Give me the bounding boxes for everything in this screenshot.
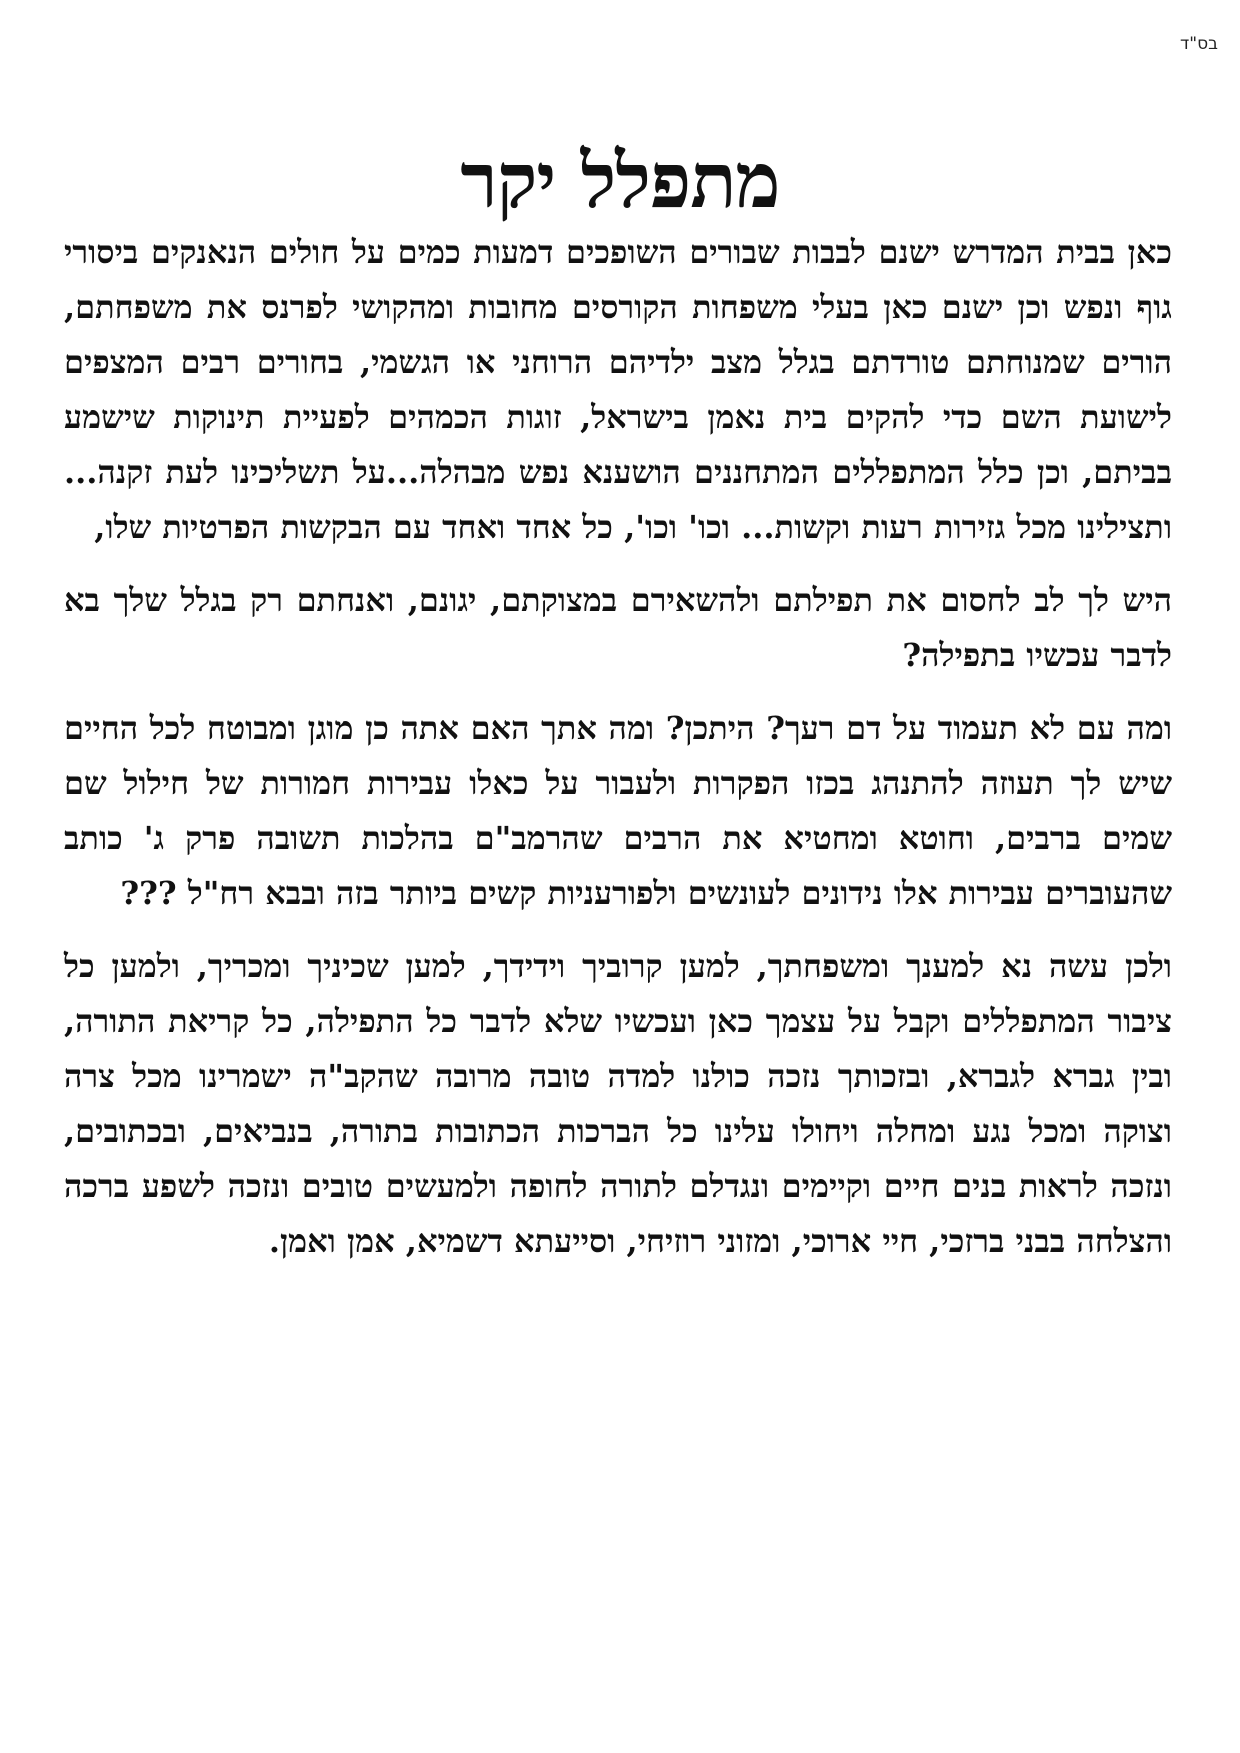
paragraph-1: כאן בבית המדרש ישנם לבבות שבורים השופכים דמעות כמים על חולים הנאנקים ביסורי גוף ונפש וכן ישנם כאן בעלי משפחות הקורסים מחובות ומהקושי לפרנס את משפחתם, הורים שמנוחתם טורדתם בגלל מצב ילדיהם הרוחני או הגשמי, בחורים רבים המצפים לישועת השם כדי להקים בית נאמן בישראל, זוגות הכמהים לפעיית תינוקות שישמע בביתם, וכן כלל המתפללים המתחננים הושענא נפש מבהלה...על תשליכינו לעת זקנה... ותצילינו מכל גזירות רעות וקשות... וכו' וכו', כל אחד ואחד עם הבקשות הפרטיות שלו, bbox=[64, 233, 1173, 546]
page-title: מתפלל יקר bbox=[460, 135, 780, 225]
corner-mark: בס"ד bbox=[1180, 34, 1218, 54]
paragraph-3: ומה עם לא תעמוד על דם רעך? היתכן? ומה אתך האם אתה כן מוגן ומבוטח לכל החיים שיש לך תעוזה להתנהג בכזו הפקרות ולעבור על כאלו עבירות חמורות של חילול שם שמים ברבים, וחוטא ומחטיא את הרבים שהרמב"ם בהלכות תשובה פרק ג' כותב שהעוברים עבירות אלו נידונים לעונשים ולפורעניות קשים ביותר בזה ובבא רח"ל ??? bbox=[64, 709, 1173, 912]
paragraph-2: היש לך לב לחסום את תפילתם ולהשאירם במצוקתם, יגונם, ואנחתם רק בגלל שלך בא לדבר עכשיו בתפילה? bbox=[64, 581, 1173, 674]
body-text bbox=[64, 225, 1172, 1269]
paragraph-4: ולכן עשה נא למענך ומשפחתך, למען קרוביך וידידך, למען שכיניך ומכריך, ולמען כל ציבור המתפללים וקבל על עצמך כאן ועכשיו שלא לדבר כל התפילה, כל קריאת התורה, ובין גברא לגברא, ובזכותך נזכה כולנו למדה טובה מרובה שהקב"ה ישמרינו מכל צרה וצוקה ומכל נגע ומחלה ויחולו עלינו כל הברכות הכתובות בתורה, בנביאים, ובכתובים, ונזכה לראות בנים חיים וקיימים ונגדלם לתורה לחופה ולמעשים טובים ונזכה לשפע ברכה והצלחה בבני ברזכי, חיי ארוכי, ומזוני רוזיחי, וסייעתא דשמיא, אמן ואמן. bbox=[64, 947, 1173, 1260]
